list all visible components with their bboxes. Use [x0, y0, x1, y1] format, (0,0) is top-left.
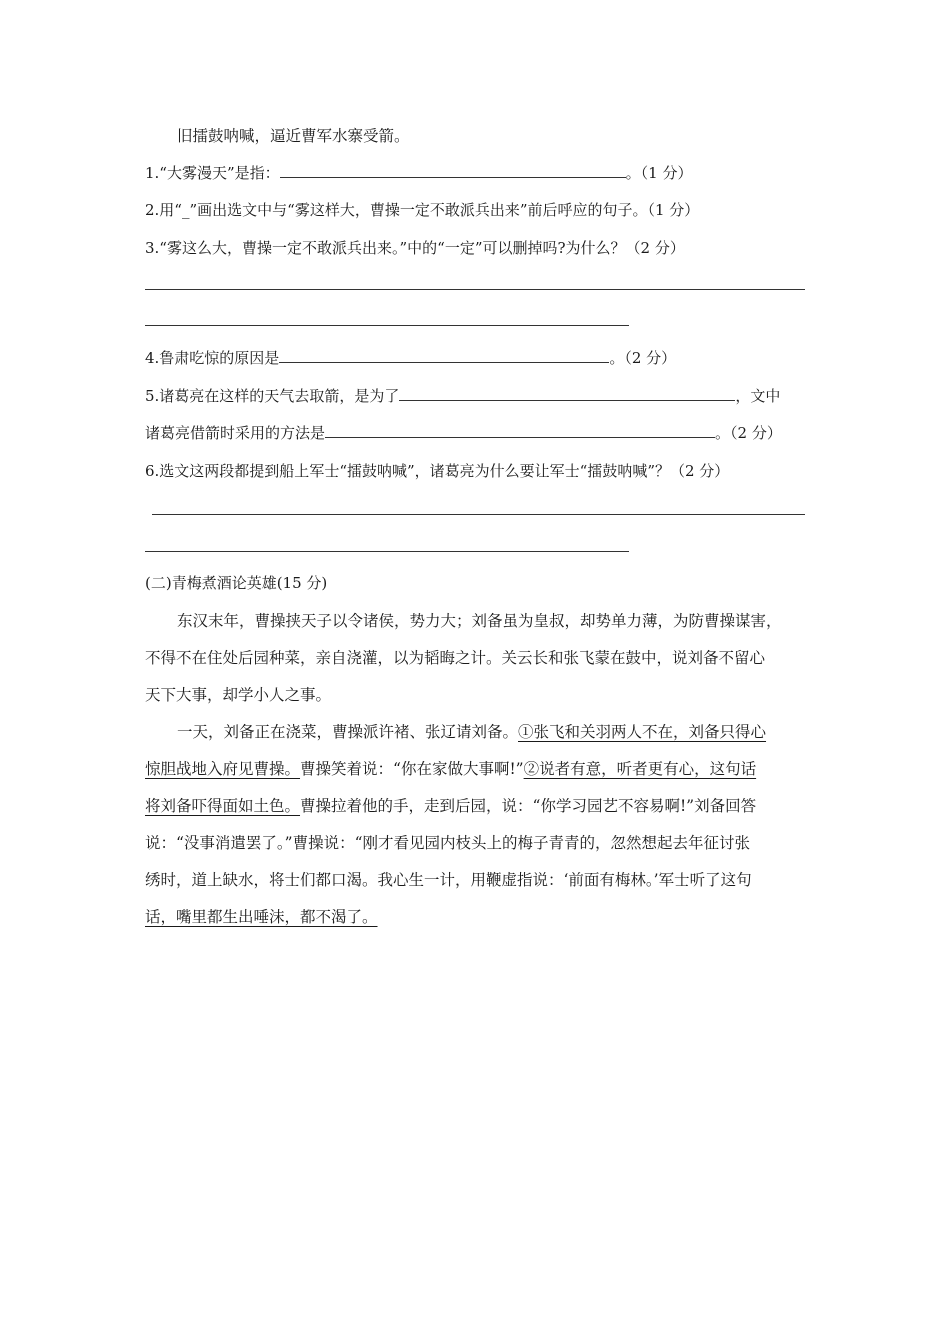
- question-6: 6.选文这两段都提到船上军士“擂鼓呐喊”，诸葛亮为什么要让军士“擂鼓呐喊”？（2 分）: [145, 462, 730, 480]
- answer-blank[interactable]: [399, 386, 735, 401]
- question-4: 4.鲁肃吃惊的原因是 。（2 分）: [145, 349, 677, 367]
- question-5: 5.诸葛亮在这样的天气去取箭，是为了 ，文中: [145, 387, 781, 405]
- underlined-sentence-2-cont: 将刘备吓得面如土色。: [145, 797, 301, 815]
- para2-line3: 将刘备吓得面如土色。曹操拉着他的手，走到后园，说：“你学习园艺不容易啊!”刘备回答: [145, 797, 757, 815]
- underlined-sentence-1-cont: 惊胆战地入府见曹操。: [145, 760, 301, 778]
- para2-line5: 绣时，道上缺水，将士们都口渴。我心生一计，用鞭虚指说：‘前面有梅林。’军士听了这句: [145, 871, 752, 889]
- question-1-prompt: 1.“大雾漫天”是指：: [145, 164, 280, 182]
- question-5-line-2: 诸葛亮借箭时采用的方法是 。（2 分）: [145, 424, 782, 442]
- para2-line2: 惊胆战地入府见曹操。曹操笑着说：“你在家做大事啊!”②说者有意，听者更有心，这句话: [145, 760, 757, 778]
- section-2-title: (二)青梅煮酒论英雄(15 分): [145, 574, 328, 592]
- para2-line1: 一天，刘备正在浇菜，曹操派许褚、张辽请刘备。①张飞和关羽两人不在，刘备只得心: [177, 723, 767, 741]
- passage-tail: 旧擂鼓呐喊，逼近曹军水寨受箭。: [177, 127, 410, 145]
- answer-line[interactable]: [145, 325, 629, 326]
- para1-line2: 不得不在住处后园种菜，亲自浇灌，以为韬晦之计。关云长和张飞蒙在鼓中，说刘备不留心: [145, 649, 766, 667]
- para2-line6: 话，嘴里都生出唾沫，都不渴了。: [145, 908, 378, 926]
- question-1: [145, 163, 692, 183]
- para2-line4: 说：“没事消遣罢了。”曹操说：“刚才看见园内枝头上的梅子青青的，忽然想起去年征讨张: [145, 834, 751, 852]
- para1-line3: 天下大事，却学小人之事。: [145, 686, 332, 704]
- question-3: 3.“雾这么大，曹操一定不敢派兵出来。”中的“一定”可以删掉吗?为什么？（2 分）: [145, 239, 685, 257]
- underlined-sentence-1: ①张飞和关羽两人不在，刘备只得心: [518, 723, 767, 741]
- answer-blank[interactable]: [325, 423, 715, 438]
- answer-line[interactable]: [145, 551, 629, 552]
- answer-line[interactable]: [145, 289, 805, 290]
- answer-blank[interactable]: [280, 163, 626, 178]
- answer-blank[interactable]: [279, 348, 609, 363]
- para1-line1: 东汉末年，曹操挟天子以令诸侯，势力大；刘备虽为皇叔，却势单力薄，为防曹操谋害，: [177, 612, 782, 630]
- question-1-points: 。（1 分）: [625, 164, 693, 182]
- answer-line[interactable]: [152, 514, 805, 515]
- underlined-sentence-2: ②说者有意，听者更有心，这句话: [523, 760, 757, 778]
- question-2: 2.用“_”画出选文中与“雾这样大，曹操一定不敢派兵出来”前后呼应的句子。（1 分）: [145, 201, 700, 219]
